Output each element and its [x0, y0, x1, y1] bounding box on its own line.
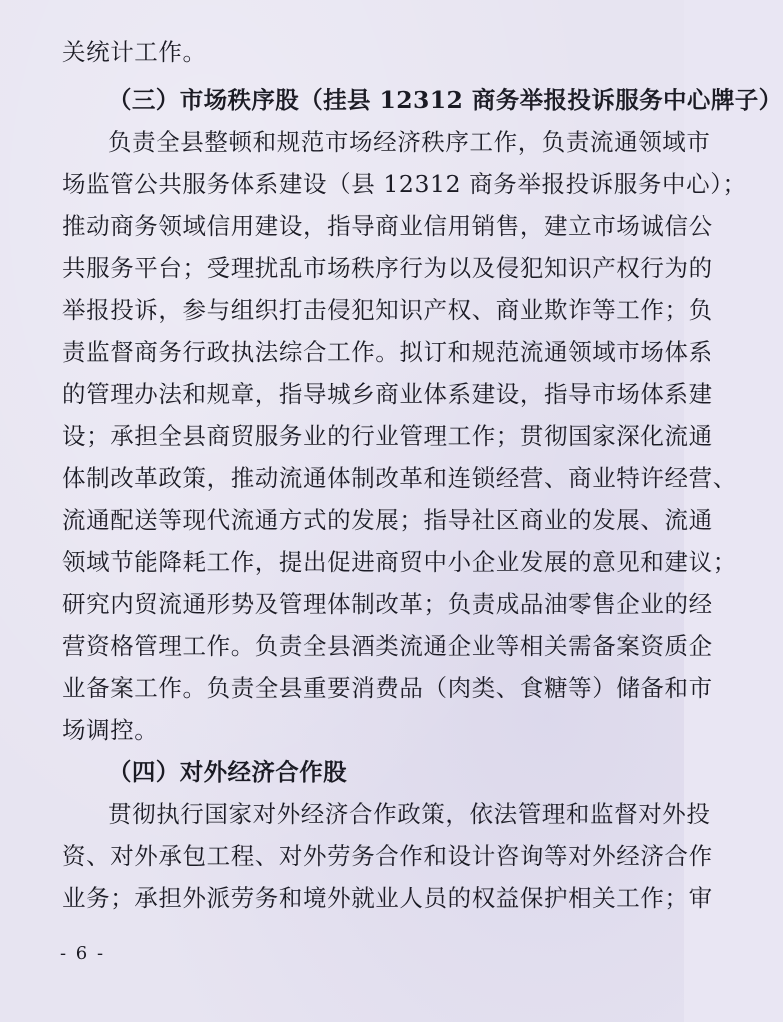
section-3-paragraph-line: 负责全县整顿和规范市场经济秩序工作，负责流通领域市 — [108, 128, 711, 156]
page-number: - 6 - — [60, 943, 106, 964]
section-3-paragraph-line: 研究内贸流通形势及管理体制改革；负责成品油零售企业的经 — [62, 590, 713, 618]
section-4-paragraph-line: 业务；承担外派劳务和境外就业人员的权益保护相关工作；审 — [62, 884, 713, 912]
section-3-paragraph-line: 领域节能降耗工作，提出促进商贸中小企业发展的意见和建议； — [62, 548, 737, 576]
section-3-paragraph-line: 体制改革政策，推动流通体制改革和连锁经营、商业特许经营、 — [62, 464, 737, 492]
section-3-paragraph-line: 流通配送等现代流通方式的发展；指导社区商业的发展、流通 — [62, 506, 713, 534]
continuation-text: 关统计工作。 — [62, 38, 207, 66]
section-4-heading: （四）对外经济合作股 — [108, 758, 347, 786]
section-3-paragraph-line: 业备案工作。负责全县重要消费品（肉类、食糖等）储备和市 — [62, 674, 713, 702]
section-3-paragraph-line: 推动商务领域信用建设，指导商业信用销售，建立市场诚信公 — [62, 212, 713, 240]
section-3-paragraph-line: 举报投诉，参与组织打击侵犯知识产权、商业欺诈等工作；负 — [62, 296, 713, 324]
section-3-paragraph-line: 责监督商务行政执法综合工作。拟订和规范流通领域市场体系 — [62, 338, 713, 366]
section-4-paragraph-line: 资、对外承包工程、对外劳务合作和设计咨询等对外经济合作 — [62, 842, 713, 870]
section-3-paragraph-line: 场监管公共服务体系建设（县 12312 商务举报投诉服务中心）； — [62, 170, 747, 198]
section-3-paragraph-line: 的管理办法和规章，指导城乡商业体系建设，指导市场体系建 — [62, 380, 713, 408]
section-3-paragraph-line: 场调控。 — [62, 716, 159, 744]
section-3-paragraph-line: 共服务平台；受理扰乱市场秩序行为以及侵犯知识产权行为的 — [62, 254, 713, 282]
section-4-paragraph-line: 贯彻执行国家对外经济合作政策，依法管理和监督对外投 — [108, 800, 711, 828]
section-3-heading: （三）市场秩序股（挂县 12312 商务举报投诉服务中心牌子） — [108, 86, 783, 114]
section-3-paragraph-line: 营资格管理工作。负责全县酒类流通企业等相关需备案资质企 — [62, 632, 713, 660]
section-3-paragraph-line: 设；承担全县商贸服务业的行业管理工作；贯彻国家深化流通 — [62, 422, 713, 450]
